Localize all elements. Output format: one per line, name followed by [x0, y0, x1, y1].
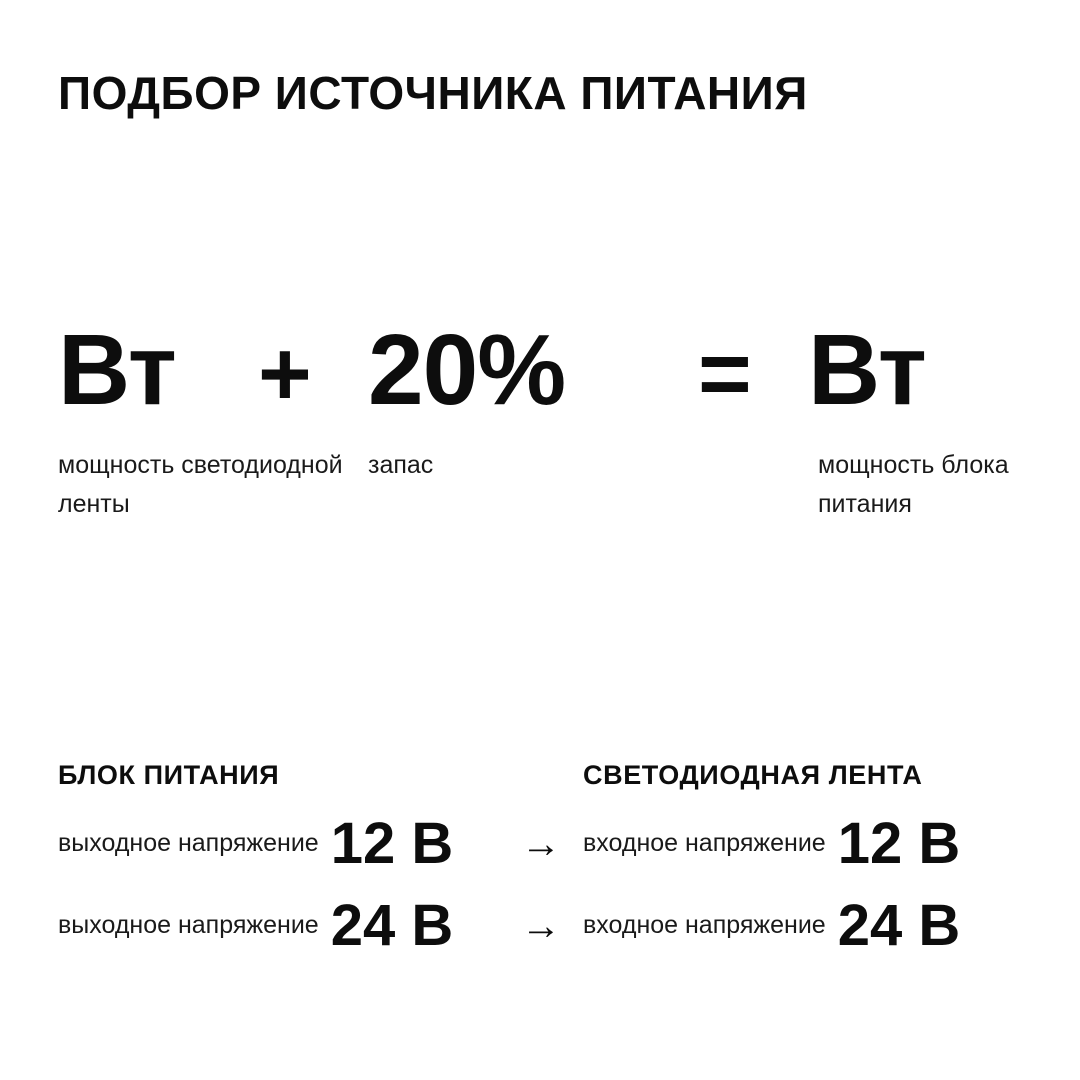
formula-operator-plus: +	[258, 323, 312, 425]
power-supply-value-24v: 24 В	[330, 893, 454, 958]
column-power-supply	[58, 760, 583, 958]
formula-caption-psu-power: мощность блока питания	[818, 451, 1009, 518]
column-heading-led-strip: СВЕТОДИОДНАЯ ЛЕНТА	[583, 760, 923, 790]
formula-term-reserve-percent: 20%	[368, 314, 566, 426]
column-heading-power-supply: БЛОК ПИТАНИЯ	[58, 760, 280, 790]
arrow-right-icon: →	[521, 904, 561, 948]
power-supply-entry-24v	[58, 893, 495, 958]
formula-caption-reserve: запас	[368, 451, 434, 479]
formula-caption-strip-power: мощность светодиодной ленты	[58, 451, 343, 518]
power-supply-entry-12v	[58, 811, 495, 876]
led-strip-value-24v: 24 В	[837, 893, 961, 958]
power-supply-value-12v: 12 В	[330, 811, 454, 876]
page-title: ПОДБОР ИСТОЧНИКА ПИТАНИЯ	[58, 67, 808, 119]
power-supply-label-24v: выходное напряжение	[58, 911, 319, 940]
led-strip-label-24v: входное напряжение	[583, 911, 826, 940]
led-strip-entry-24v	[583, 893, 1022, 958]
voltage-match-section	[58, 760, 1022, 958]
led-strip-value-12v: 12 В	[837, 811, 961, 876]
formula-operator-equals: =	[698, 323, 752, 425]
voltage-row-12v	[58, 811, 583, 876]
led-strip-entry-12v	[583, 811, 1022, 876]
formula-term-watts-strip: Вт	[58, 314, 176, 426]
led-strip-label-12v: входное напряжение	[583, 829, 826, 858]
formula-term-watts-psu: Вт	[808, 314, 926, 426]
arrow-right-icon: →	[521, 822, 561, 866]
formula-captions-row	[58, 446, 1022, 524]
formula-block	[58, 314, 1022, 524]
power-supply-label-12v: выходное напряжение	[58, 829, 319, 858]
formula-terms-row	[58, 314, 1022, 432]
column-led-strip	[583, 760, 1022, 958]
voltage-row-24v	[58, 893, 583, 958]
